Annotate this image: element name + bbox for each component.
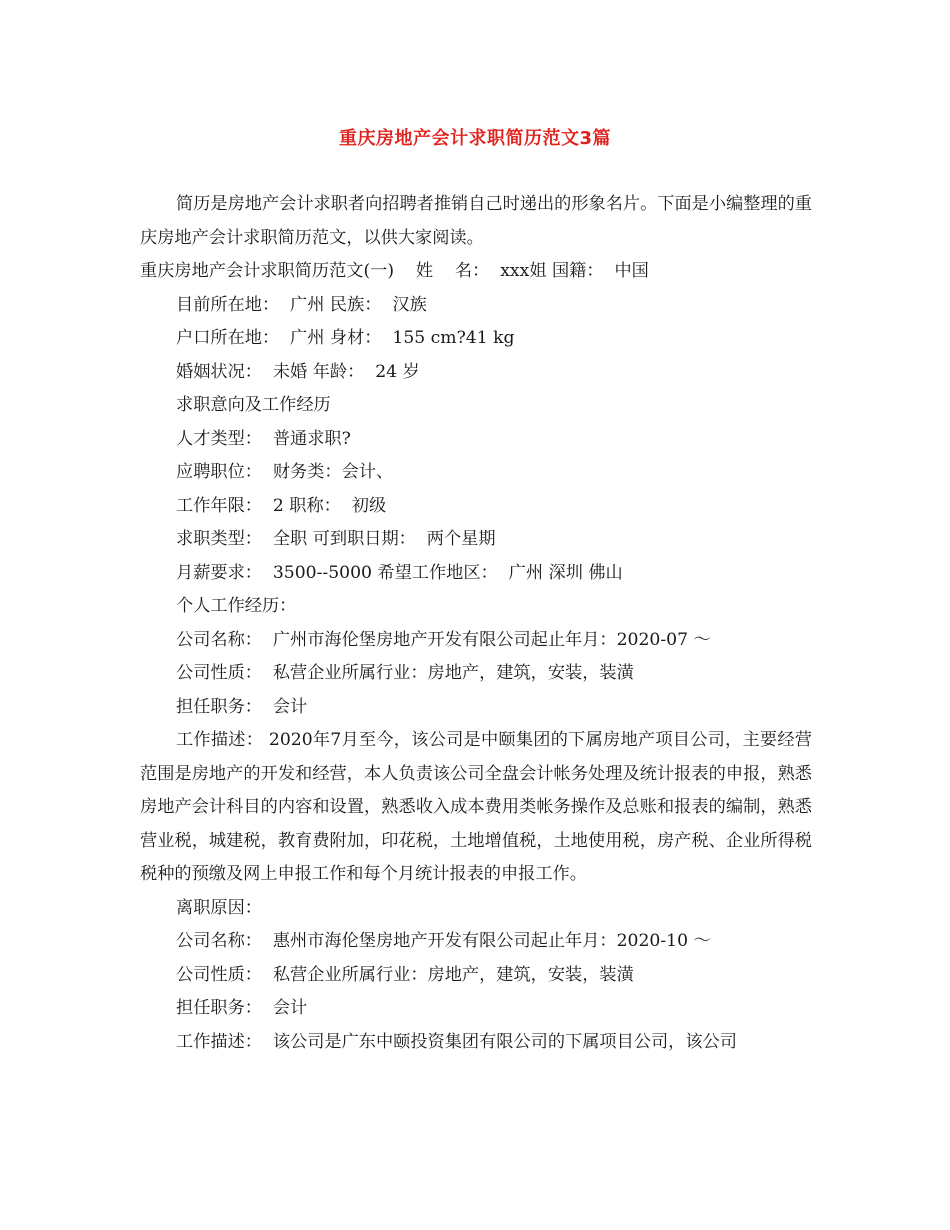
experience-years-line: 工作年限： 2 职称： 初级 [176,495,387,516]
marital-line: 婚姻状况： 未婚 年龄： 24 岁 [176,361,420,382]
intro-paragraph: 简历是房地产会计求职者向招聘者推销自己时递出的形象名片。下面是小编整理的重庆房地产会计求职简历范文，以供大家阅读。 [140,194,812,248]
company-nature-line-2: 公司性质： 私营企业所属行业：房地产，建筑，安装，装潢 [176,964,634,985]
talent-type-line: 人才类型： 普通求职? [176,428,351,449]
leave-reason-line: 离职原因： [176,897,262,918]
household-line: 户口所在地： 广州 身材： 155 cm?41 kg [176,328,515,348]
company-nature-line: 公司性质： 私营企业所属行业：房地产，建筑，安装，装潢 [176,663,634,683]
resume-heading-line: 重庆房地产会计求职简历范文(一) 姓 名： xxx姐 国籍： 中国 [140,261,649,281]
work-history-heading: 个人工作经历： [176,596,297,616]
company-name-line-2: 公司名称： 惠州市海伦堡房地产开发有限公司起止年月：2020-10 ～ [176,931,711,951]
document-body [140,188,812,1059]
work-description-paragraph: 工作描述： 2020年7月至今，该公司是中颐集团的下属房地产项目公司，主要经营范围是房地产的开发和经营，本人负责该公司全盘会计帐务处理及统计报表的申报，熟悉房地产会计科目的内容和设置，熟悉收入成本费用类帐务操作及总账和报表的编制，熟悉营业税，城建税，教育费附加，印花税，土地增值税，土地使用税，房产税、企业所得税税种的预缴及网上申报工作和每个月统计报表的申报工作。 [140,730,812,884]
position-line: 应聘职位： 财务类：会计、 [176,462,394,482]
company-name-line: 公司名称： 广州市海伦堡房地产开发有限公司起止年月：2020-07 ～ [176,629,711,650]
job-title-line-2: 担任职务： 会计 [176,998,308,1018]
work-description-line-2: 工作描述： 该公司是广东中颐投资集团有限公司的下属项目公司，该公司 [176,1031,737,1052]
location-line: 目前所在地： 广州 民族： 汉族 [176,294,427,315]
job-type-line: 求职类型： 全职 可到职日期： 两个星期 [176,529,496,549]
salary-line: 月薪要求： 3500--5000 希望工作地区： 广州 深圳 佛山 [176,562,623,583]
section-heading: 求职意向及工作经历 [176,395,331,415]
document-title: 重庆房地产会计求职简历范文3篇 [338,128,612,149]
job-title-line: 担任职务： 会计 [176,696,308,717]
